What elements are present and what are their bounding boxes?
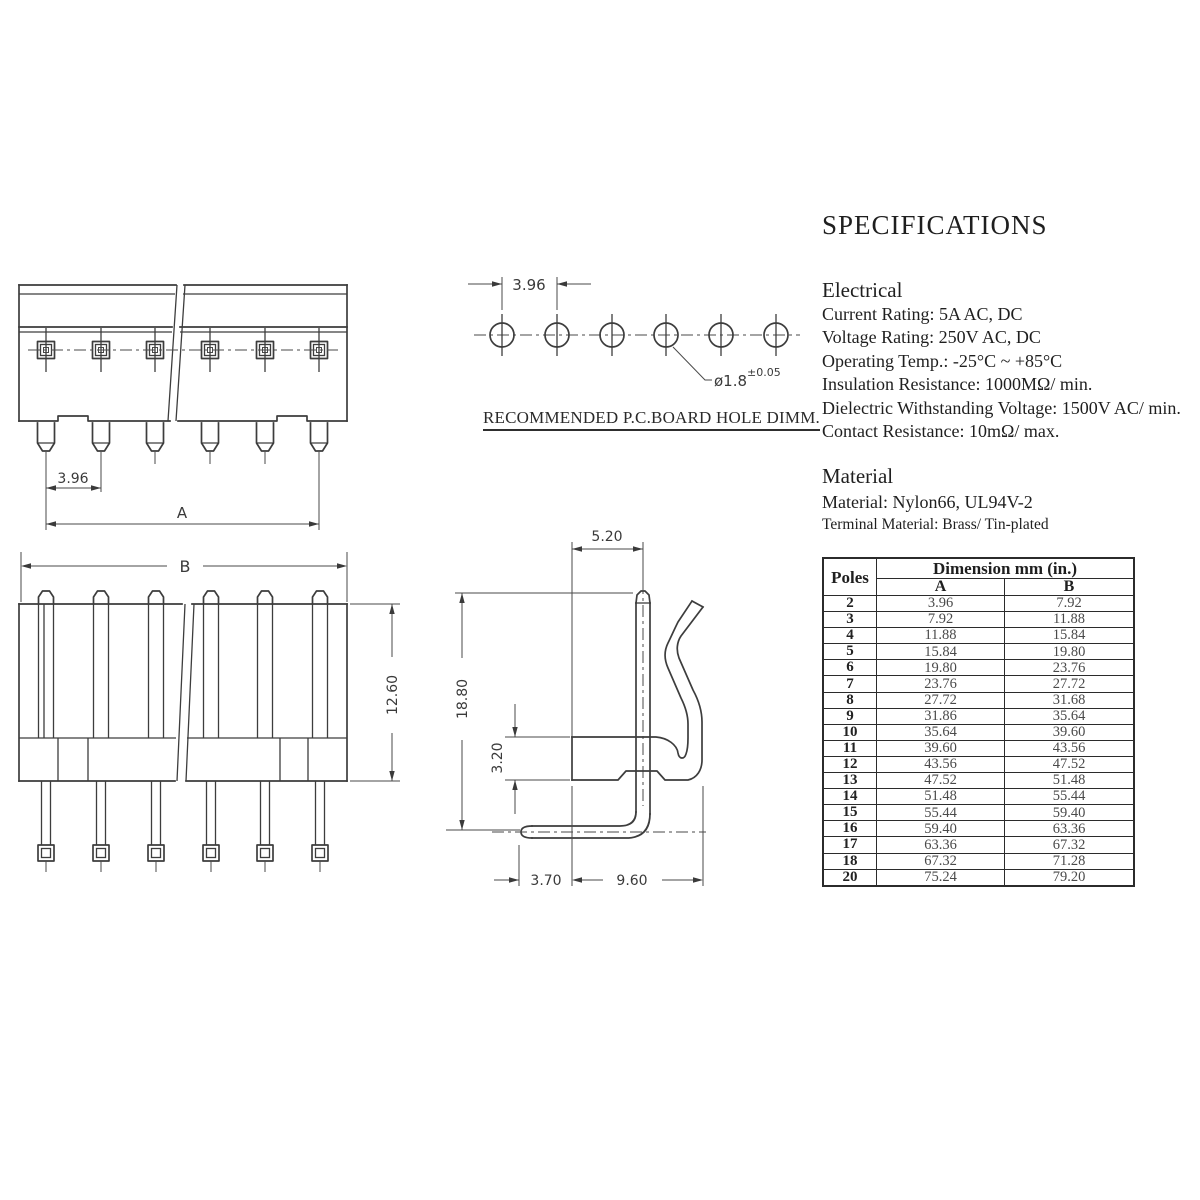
table-cell-p: 20 xyxy=(823,869,877,886)
table-row xyxy=(823,805,1134,821)
pins-front xyxy=(38,423,328,466)
spec-line-contact: Contact Resistance: 10mΩ/ max. xyxy=(822,421,1060,442)
table-cell-p: 3 xyxy=(823,612,877,628)
table-row xyxy=(823,821,1134,837)
table-cell-p: 18 xyxy=(823,853,877,869)
table-cell-a: 67.32 xyxy=(877,853,1005,869)
side-view-drawing xyxy=(430,505,800,910)
terminal-pin-side xyxy=(492,582,706,838)
dimension-span-b xyxy=(21,552,347,602)
table-cell-b: 59.40 xyxy=(1005,805,1135,821)
spec-line-voltage: Voltage Rating: 250V AC, DC xyxy=(822,327,1041,348)
table-cell-b: 15.84 xyxy=(1005,628,1135,644)
connector-body-side xyxy=(572,601,703,780)
dimension-depth xyxy=(572,873,703,889)
hole-diameter-callout xyxy=(673,347,781,390)
table-cell-a: 7.92 xyxy=(877,612,1005,628)
dim-label-tail: 3.70 xyxy=(530,873,562,889)
table-cell-a: 35.64 xyxy=(877,724,1005,740)
dimension-total-height xyxy=(446,593,633,830)
table-row xyxy=(823,660,1134,676)
dimension-table-body xyxy=(823,596,1134,886)
table-cell-p: 2 xyxy=(823,596,877,612)
table-cell-p: 16 xyxy=(823,821,877,837)
table-cell-b: 63.36 xyxy=(1005,821,1135,837)
dimension-hole-pitch xyxy=(468,276,591,310)
material-heading: Material xyxy=(822,464,894,488)
table-cell-b: 7.92 xyxy=(1005,596,1135,612)
table-cell-a: 19.80 xyxy=(877,660,1005,676)
table-cell-b: 79.20 xyxy=(1005,869,1135,886)
table-cell-b: 19.80 xyxy=(1005,644,1135,660)
table-cell-a: 15.84 xyxy=(877,644,1005,660)
spec-line-current: Current Rating: 5A AC, DC xyxy=(822,304,1023,324)
pcb-hole-pattern-drawing xyxy=(450,258,810,413)
dim-label-span-a: A xyxy=(176,504,188,522)
dim-label-top-width: 5.20 xyxy=(591,529,623,545)
pin-tails-top xyxy=(38,781,328,872)
table-cell-b: 67.32 xyxy=(1005,837,1135,853)
table-row xyxy=(823,628,1134,644)
table-cell-b: 35.64 xyxy=(1005,708,1135,724)
table-cell-a: 43.56 xyxy=(877,756,1005,772)
column-header-dimension: Dimension mm (in.) xyxy=(877,558,1135,579)
table-cell-p: 8 xyxy=(823,692,877,708)
table-cell-a: 27.72 xyxy=(877,692,1005,708)
table-row xyxy=(823,837,1134,853)
table-cell-a: 3.96 xyxy=(877,596,1005,612)
table-row xyxy=(823,676,1134,692)
break-lines xyxy=(177,604,194,781)
table-cell-p: 11 xyxy=(823,740,877,756)
table-cell-p: 4 xyxy=(823,628,877,644)
table-cell-p: 6 xyxy=(823,660,877,676)
table-cell-b: 11.88 xyxy=(1005,612,1135,628)
table-row xyxy=(823,644,1134,660)
front-view-drawing xyxy=(0,270,400,540)
table-cell-p: 14 xyxy=(823,789,877,805)
table-cell-a: 11.88 xyxy=(877,628,1005,644)
table-row xyxy=(823,724,1134,740)
table-row xyxy=(823,692,1134,708)
dimension-table-header xyxy=(823,558,1134,596)
column-header-a: A xyxy=(877,579,1005,596)
table-cell-a: 75.24 xyxy=(877,869,1005,886)
table-row xyxy=(823,756,1134,772)
dim-label-span-b: B xyxy=(179,557,191,576)
table-row xyxy=(823,773,1134,789)
table-cell-a: 51.48 xyxy=(877,789,1005,805)
dim-label-hole-pitch: 3.96 xyxy=(512,276,546,294)
dim-label-hole-tolerance: ±0.05 xyxy=(747,366,781,379)
electrical-heading: Electrical xyxy=(822,278,903,302)
table-cell-p: 7 xyxy=(823,676,877,692)
dimension-height-1260 xyxy=(350,604,401,781)
pcb-note: RECOMMENDED P.C.BOARD HOLE DIMM. xyxy=(483,408,820,431)
table-cell-p: 9 xyxy=(823,708,877,724)
table-row xyxy=(823,740,1134,756)
table-row xyxy=(823,789,1134,805)
table-cell-b: 71.28 xyxy=(1005,853,1135,869)
dimension-pitch-front xyxy=(46,456,101,530)
dim-label-total-height: 18.80 xyxy=(455,678,471,720)
table-row xyxy=(823,869,1134,886)
material-line: Material: Nylon66, UL94V-2 xyxy=(822,492,1033,512)
spec-line-dielectric: Dielectric Withstanding Voltage: 1500V AC/ min. xyxy=(822,397,1181,418)
spec-line-insulation: Insulation Resistance: 1000MΩ/ min. xyxy=(822,374,1093,395)
pin-sockets-front xyxy=(28,328,338,372)
column-header-b: B xyxy=(1005,579,1135,596)
connector-body-front xyxy=(19,285,347,421)
table-cell-b: 55.44 xyxy=(1005,789,1135,805)
dimension-span-a xyxy=(46,456,319,530)
connector-body-top xyxy=(19,604,347,781)
dimension-body-height xyxy=(490,704,570,814)
table-cell-b: 51.48 xyxy=(1005,773,1135,789)
table-cell-a: 59.40 xyxy=(877,821,1005,837)
dimension-top-width xyxy=(572,529,643,736)
table-row xyxy=(823,596,1134,612)
table-row xyxy=(823,708,1134,724)
dim-label-hole-diameter: ø1.8 xyxy=(714,372,748,390)
table-cell-p: 5 xyxy=(823,644,877,660)
break-lines xyxy=(168,285,185,421)
table-cell-b: 31.68 xyxy=(1005,692,1135,708)
table-row xyxy=(823,853,1134,869)
table-cell-p: 17 xyxy=(823,837,877,853)
dim-label-body-height: 3.20 xyxy=(490,742,506,774)
table-cell-a: 23.76 xyxy=(877,676,1005,692)
table-cell-a: 63.36 xyxy=(877,837,1005,853)
dimension-table xyxy=(822,557,1135,887)
table-cell-p: 12 xyxy=(823,756,877,772)
table-cell-b: 27.72 xyxy=(1005,676,1135,692)
table-cell-a: 47.52 xyxy=(877,773,1005,789)
spec-line-temp: Operating Temp.: -25°C ~ +85°C xyxy=(822,350,1063,371)
specifications-title: SPECIFICATIONS xyxy=(822,210,1048,240)
terminal-material-line: Terminal Material: Brass/ Tin-plated xyxy=(822,516,1049,533)
table-cell-a: 55.44 xyxy=(877,805,1005,821)
table-cell-a: 31.86 xyxy=(877,708,1005,724)
dim-label-depth: 9.60 xyxy=(616,873,648,889)
column-header-poles: Poles xyxy=(823,558,877,596)
top-view-drawing xyxy=(0,540,420,885)
pins-top xyxy=(39,591,328,738)
dim-label-height-1260: 12.60 xyxy=(385,674,401,716)
table-cell-a: 39.60 xyxy=(877,740,1005,756)
table-cell-p: 10 xyxy=(823,724,877,740)
table-cell-b: 43.56 xyxy=(1005,740,1135,756)
dim-label-front-pitch: 3.96 xyxy=(57,471,89,487)
table-cell-p: 15 xyxy=(823,805,877,821)
table-row xyxy=(823,612,1134,628)
electrical-section xyxy=(822,303,1181,443)
table-cell-b: 39.60 xyxy=(1005,724,1135,740)
table-cell-p: 13 xyxy=(823,773,877,789)
table-cell-b: 23.76 xyxy=(1005,660,1135,676)
table-cell-b: 47.52 xyxy=(1005,756,1135,772)
